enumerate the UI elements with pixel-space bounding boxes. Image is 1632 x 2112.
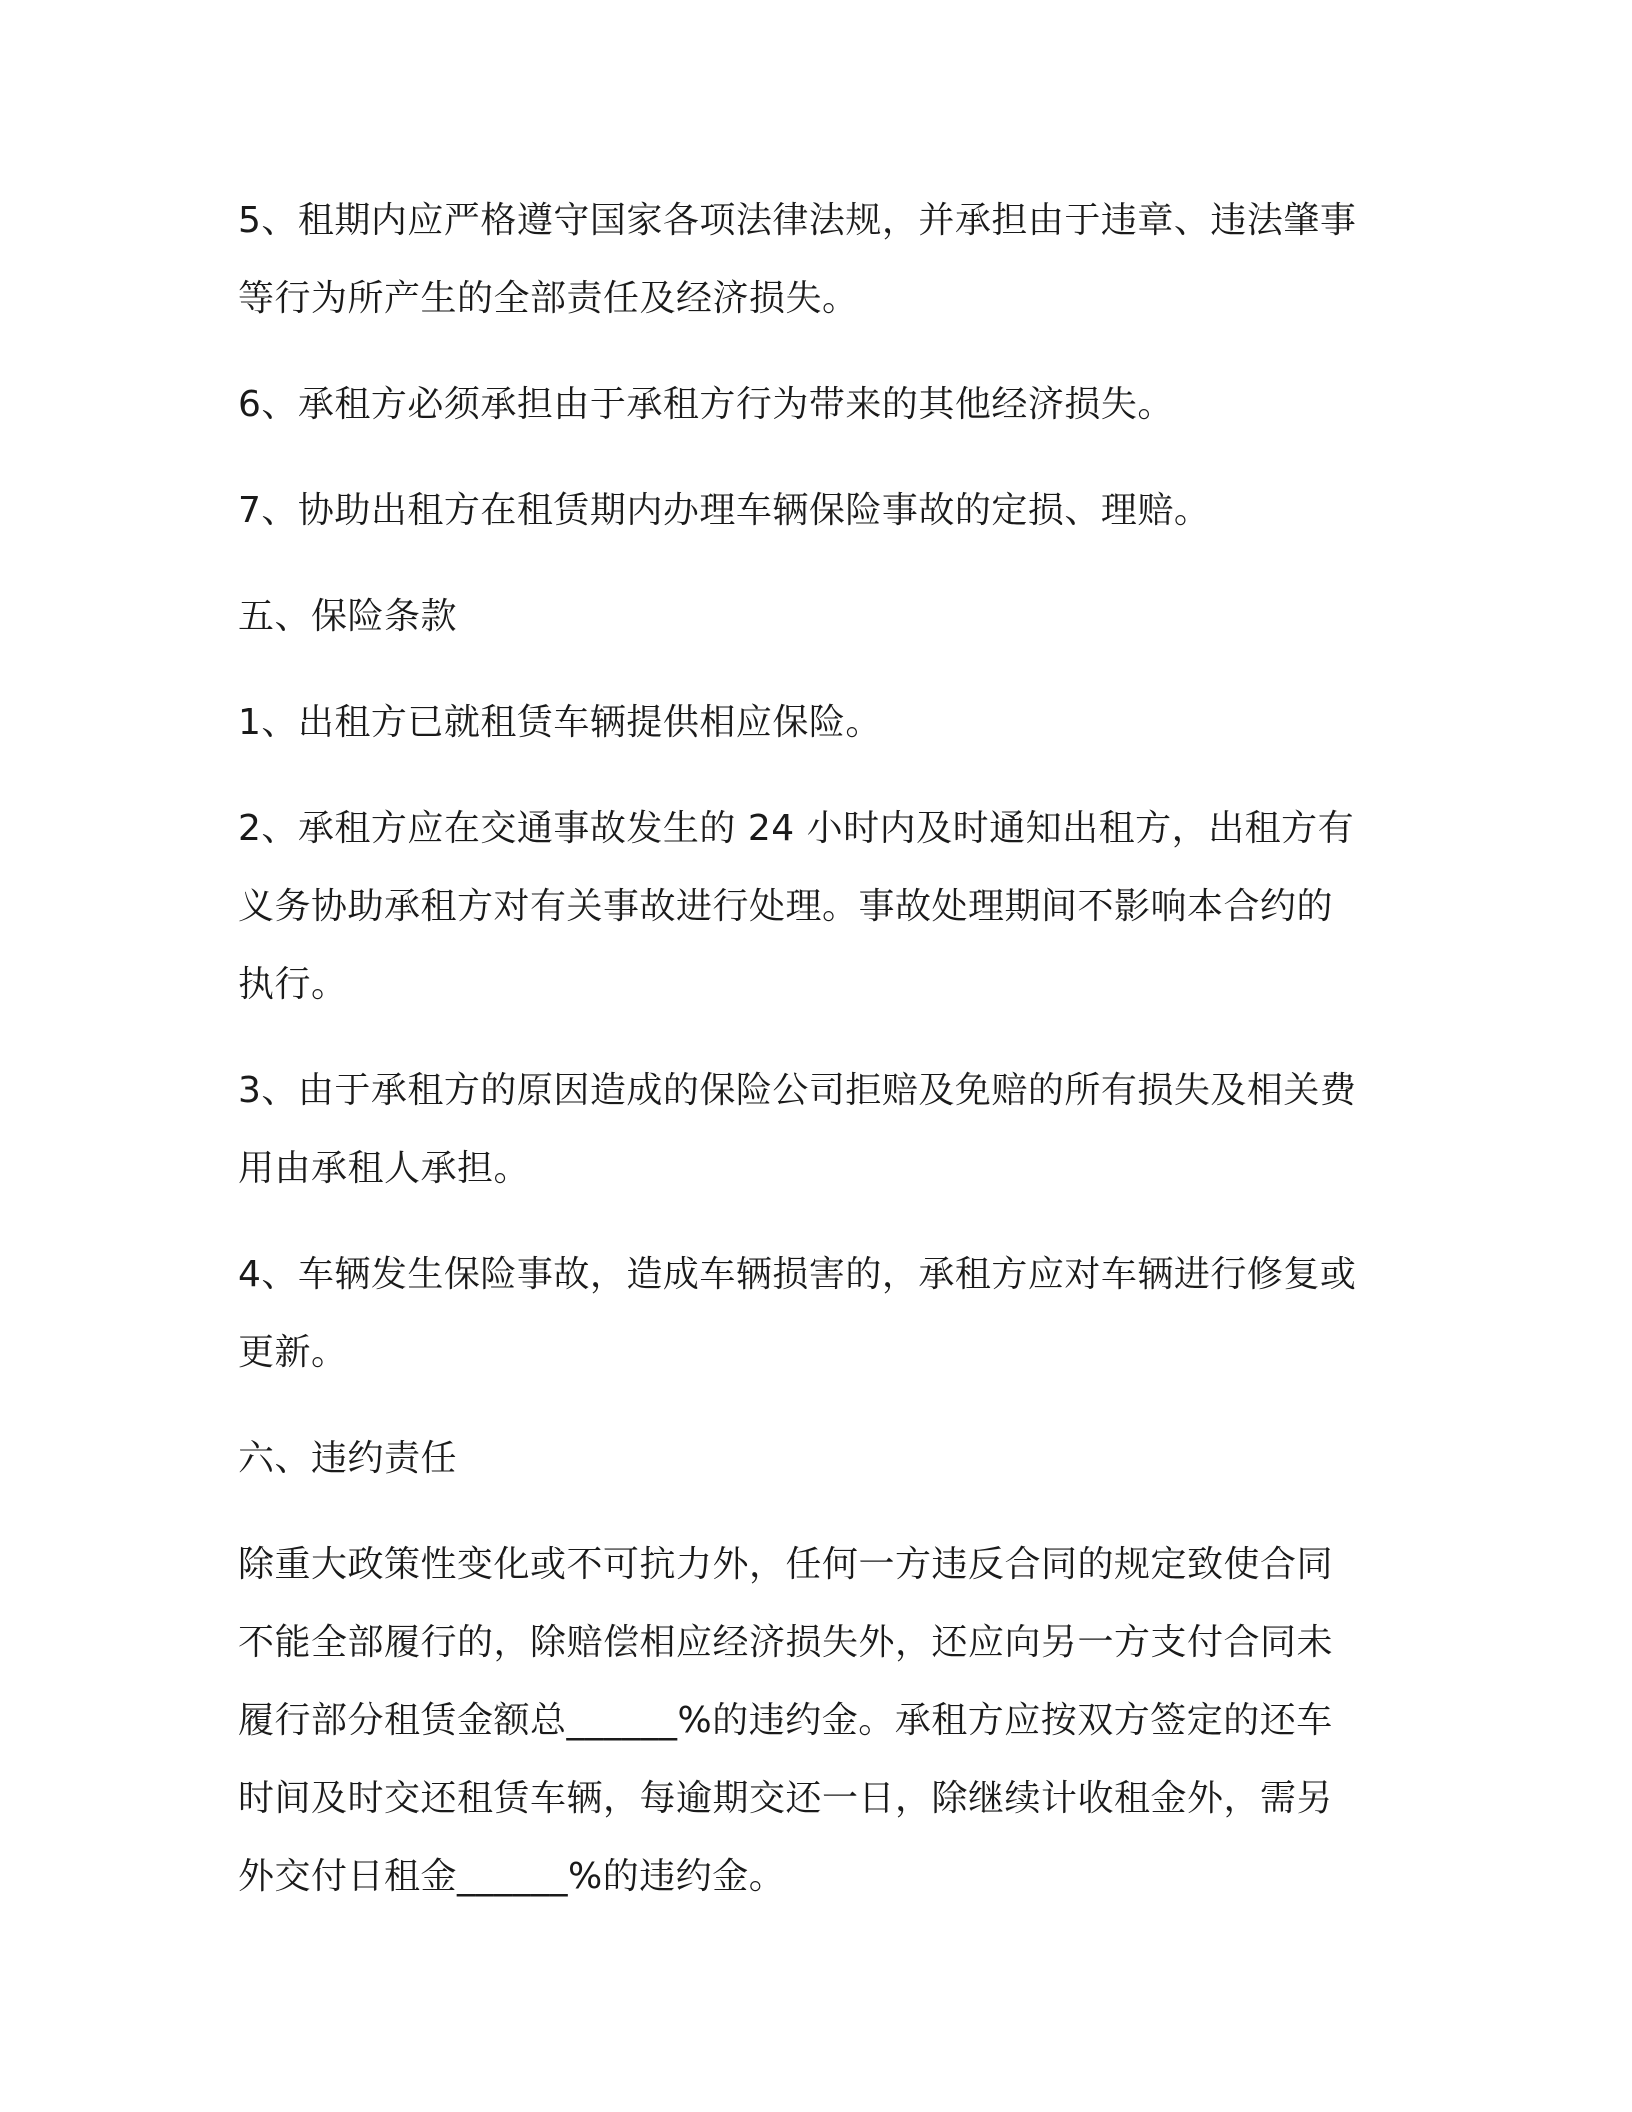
text-line: 等行为所产生的全部责任及经济损失。 [238,278,859,319]
section-5-heading [238,578,1398,656]
clause-4-6 [238,366,1398,444]
text-line: 执行。 [238,964,348,1005]
clause-4-7 [238,472,1398,550]
text-line: 6、承租方必须承担由于承租方行为带来的其他经济损失。 [238,384,1174,425]
section-6-heading [238,1420,1398,1498]
clause-5-2 [238,790,1398,1024]
clause-4-5 [238,182,1398,338]
text-line: 除重大政策性变化或不可抗力外，任何一方违反合同的规定致使合同 [238,1544,1334,1585]
text-line: 义务协助承租方对有关事故进行处理。事故处理期间不影响本合约的 [238,886,1334,927]
heading-text: 五、保险条款 [238,596,458,637]
clause-6-body [238,1526,1398,1916]
text-line: 用由承租人承担。 [238,1148,531,1189]
clause-5-3 [238,1052,1398,1208]
document-page [238,182,1398,1916]
clause-5-4 [238,1236,1398,1392]
text-line: 2、承租方应在交通事故发生的 24 小时内及时通知出租方，出租方有 [238,808,1355,849]
text-line: 3、由于承租方的原因造成的保险公司拒赔及免赔的所有损失及相关费 [238,1070,1357,1111]
text-line: 7、协助出租方在租赁期内办理车辆保险事故的定损、理赔。 [238,490,1211,531]
text-line: 更新。 [238,1332,348,1373]
text-line: 5、租期内应严格遵守国家各项法律法规，并承担由于违章、违法肇事 [238,200,1357,241]
text-line: 外交付日租金______%的违约金。 [238,1856,786,1897]
text-line: 4、车辆发生保险事故，造成车辆损害的，承租方应对车辆进行修复或 [238,1254,1357,1295]
heading-text: 六、违约责任 [238,1438,458,1479]
clause-5-1 [238,684,1398,762]
text-line: 不能全部履行的，除赔偿相应经济损失外，还应向另一方支付合同未 [238,1622,1334,1663]
text-line: 履行部分租赁金额总______%的违约金。承租方应按双方签定的还车 [238,1700,1333,1741]
text-line: 1、出租方已就租赁车辆提供相应保险。 [238,702,882,743]
text-line: 时间及时交还租赁车辆，每逾期交还一日，除继续计收租金外，需另 [238,1778,1334,1819]
